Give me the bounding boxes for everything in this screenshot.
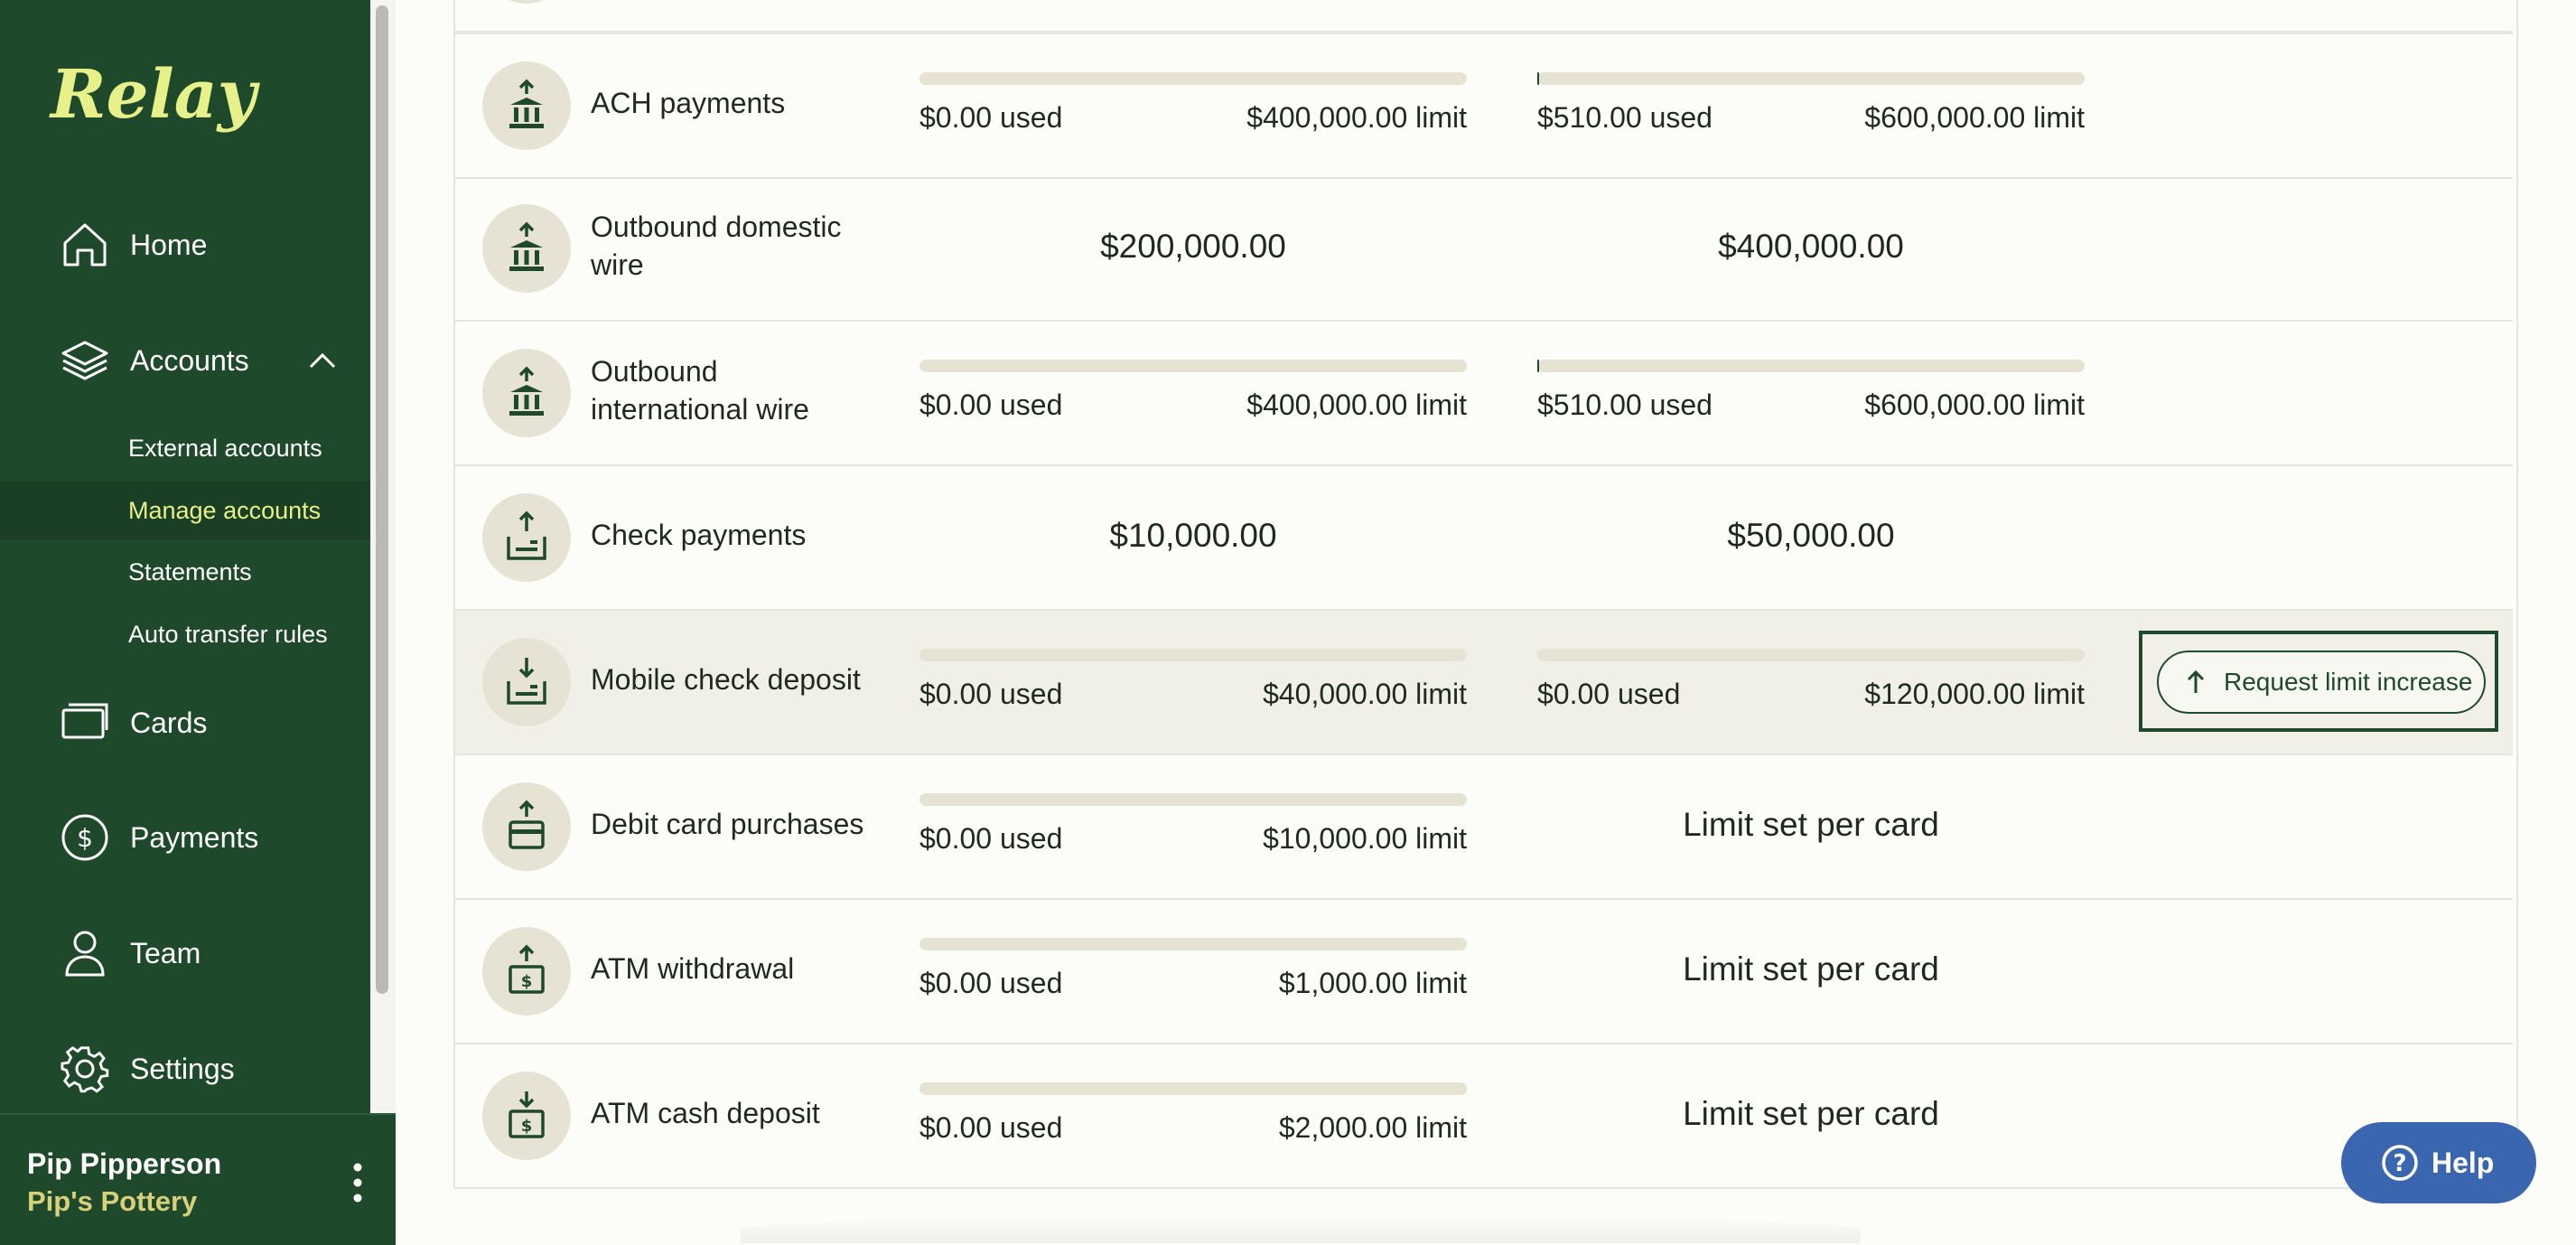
- nav-cards[interactable]: [0, 673, 370, 772]
- row-icon: [482, 1072, 571, 1160]
- table-row: [455, 322, 2513, 466]
- nav-accounts-label: Accounts: [130, 343, 249, 377]
- col1-progress-bar: [919, 793, 1467, 806]
- col1-limit: $10,000.00 limit: [1263, 822, 1467, 855]
- relay-logo[interactable]: [51, 52, 257, 143]
- row-label: [591, 84, 785, 122]
- row-label: [591, 208, 842, 284]
- col1-used: $0.00 used: [919, 1111, 1063, 1144]
- table-row: [455, 900, 2513, 1044]
- row-label-line: Debit card purchases: [591, 808, 864, 840]
- col1-value: $200,000.00: [1100, 228, 1286, 265]
- table-row: [455, 1044, 2513, 1189]
- arrow-up-icon: [2186, 669, 2206, 695]
- svg-text:$: $: [520, 1117, 533, 1136]
- svg-text:?: ?: [2393, 1150, 2407, 1177]
- nav-settings[interactable]: [0, 1019, 370, 1119]
- sub-item-auto-transfer-rules[interactable]: [0, 605, 370, 663]
- row-label-line: ACH payments: [591, 87, 786, 119]
- person-icon: [60, 928, 110, 978]
- nav-payments-label: Payments: [130, 820, 259, 854]
- col2-progress-fill: [1537, 360, 1539, 372]
- bank-upload-icon: [505, 80, 548, 132]
- dollar-circle-icon: [60, 812, 110, 863]
- sub-item-statements[interactable]: [0, 543, 370, 601]
- kebab-menu-icon[interactable]: [350, 1162, 365, 1203]
- col1-progress-bar: [919, 1082, 1467, 1095]
- cash-upload-icon: [505, 945, 548, 997]
- row-label-line: Outbound domestic: [591, 211, 842, 243]
- row-label-line: Check payments: [591, 519, 807, 551]
- profile-business: Pip's Pottery: [27, 1185, 198, 1217]
- col1-progress-bar: [919, 360, 1467, 372]
- row-icon: [482, 638, 571, 726]
- table-row-partial: [455, 0, 2513, 33]
- row-label-line: Outbound: [591, 355, 718, 388]
- svg-text:$: $: [520, 972, 533, 991]
- logo-text: Relay: [51, 56, 257, 134]
- check-upload-icon: [505, 511, 548, 564]
- sub-item-external-accounts[interactable]: [0, 419, 370, 477]
- profile-name: Pip Pipperson: [27, 1147, 222, 1180]
- row-label: [591, 352, 809, 428]
- sub-item-label: External accounts: [128, 434, 322, 462]
- nav-team[interactable]: [0, 903, 370, 1003]
- col2-used: $510.00 used: [1537, 101, 1713, 134]
- col2-progress-fill: [1537, 72, 1539, 85]
- row-icon-circle: [482, 0, 571, 4]
- nav-team-label: Team: [130, 936, 201, 969]
- chevron-up-icon[interactable]: [307, 345, 338, 376]
- col2-value: Limit set per card: [1683, 950, 1939, 988]
- user-profile[interactable]: [0, 1113, 396, 1245]
- row-label: [591, 516, 806, 554]
- col2-limit: $600,000.00 limit: [1864, 101, 2085, 134]
- card-upload-icon: [505, 800, 548, 853]
- layers-icon: [60, 335, 110, 386]
- col1-used: $0.00 used: [919, 967, 1063, 999]
- col1-limit: $400,000.00 limit: [1246, 388, 1467, 421]
- nav-home-label: Home: [130, 228, 208, 261]
- row-label-line: wire: [591, 248, 644, 281]
- sidebar-scrollbar-thumb[interactable]: [376, 5, 388, 994]
- col1-used: $0.00 used: [919, 678, 1063, 710]
- row-label-line: Mobile check deposit: [591, 663, 861, 696]
- check-download-icon: [505, 656, 548, 708]
- svg-text:$: $: [77, 823, 93, 853]
- bottom-shadow: [741, 1216, 1861, 1243]
- nav-payments[interactable]: [0, 788, 370, 887]
- row-label: [591, 950, 794, 988]
- col1-used: $0.00 used: [919, 101, 1063, 134]
- col1-limit: $2,000.00 limit: [1278, 1111, 1467, 1144]
- row-icon: [482, 61, 571, 150]
- sidebar: [0, 0, 370, 1243]
- table-row: [455, 33, 2513, 179]
- row-icon: [482, 927, 571, 1016]
- col1-value: $10,000.00: [1109, 517, 1277, 554]
- request-limit-increase-button[interactable]: [2157, 651, 2486, 714]
- col1-limit: $400,000.00 limit: [1246, 101, 1467, 134]
- col2-limit: $120,000.00 limit: [1864, 678, 2085, 710]
- bank-upload-icon: [505, 367, 548, 419]
- row-icon: [482, 204, 571, 293]
- row-label-line: international wire: [591, 393, 809, 426]
- request-limit-increase-label: Request limit increase: [2224, 668, 2473, 696]
- col1-used: $0.00 used: [919, 822, 1063, 855]
- bank-upload-icon: [505, 222, 548, 275]
- col1-used: $0.00 used: [919, 388, 1063, 421]
- row-label-line: ATM cash deposit: [591, 1097, 820, 1129]
- home-icon: [60, 220, 110, 270]
- nav-settings-label: Settings: [130, 1052, 235, 1085]
- row-label-line: ATM withdrawal: [591, 952, 795, 985]
- row-label: [591, 660, 861, 698]
- sub-item-label: Auto transfer rules: [128, 620, 328, 648]
- help-button[interactable]: [2341, 1122, 2536, 1203]
- card-icon: [60, 697, 110, 748]
- col1-limit: $40,000.00 limit: [1263, 678, 1467, 710]
- col2-progress-bar: [1537, 649, 2085, 661]
- sub-item-manage-accounts[interactable]: [0, 482, 370, 539]
- nav-cards-label: Cards: [130, 706, 208, 739]
- sub-item-label: Statements: [128, 557, 252, 585]
- row-label: [591, 805, 863, 843]
- col2-value: Limit set per card: [1683, 1095, 1939, 1132]
- row-icon: [482, 349, 571, 437]
- table-row: [455, 177, 2513, 322]
- row-icon: [482, 782, 571, 871]
- gear-icon: [60, 1044, 110, 1094]
- col1-progress-bar: [919, 649, 1467, 661]
- table-row: [455, 466, 2513, 611]
- nav-home[interactable]: [0, 195, 370, 295]
- sub-item-label: Manage accounts: [128, 496, 322, 524]
- table-row: [455, 755, 2513, 900]
- col2-value: $50,000.00: [1727, 517, 1895, 554]
- col2-used: $0.00 used: [1537, 678, 1681, 710]
- col2-value: Limit set per card: [1683, 806, 1939, 843]
- col2-value: $400,000.00: [1718, 228, 1904, 265]
- col1-limit: $1,000.00 limit: [1278, 967, 1467, 999]
- col2-limit: $600,000.00 limit: [1864, 388, 2085, 421]
- cash-download-icon: [505, 1090, 548, 1142]
- nav-accounts[interactable]: [0, 311, 370, 410]
- col2-progress-bar: [1537, 360, 2085, 372]
- row-icon: [482, 493, 571, 582]
- col2-progress-bar: [1537, 72, 2085, 85]
- help-label: Help: [2431, 1146, 2495, 1179]
- col2-used: $510.00 used: [1537, 388, 1713, 421]
- row-label: [591, 1094, 820, 1132]
- question-circle-icon: [2381, 1144, 2419, 1182]
- col1-progress-bar: [919, 72, 1467, 85]
- col1-progress-bar: [919, 938, 1467, 950]
